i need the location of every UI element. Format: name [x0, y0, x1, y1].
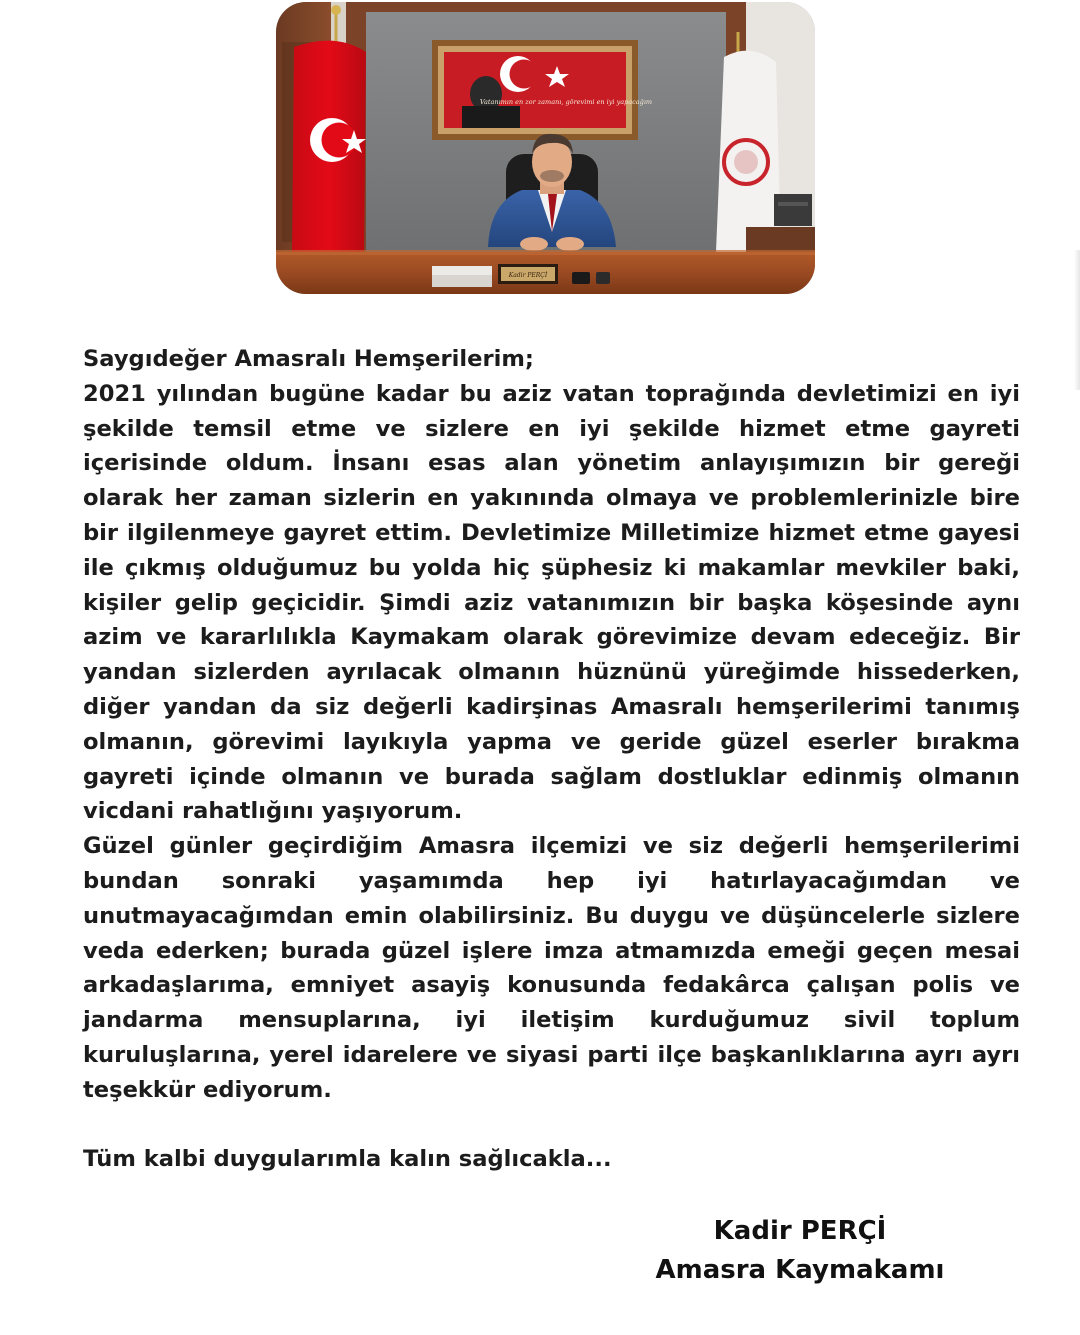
letter-paragraph-2: Güzel günler geçirdiğim Amasra ilçemizi ve siz değerli hemşerilerimi bundan sonraki yaşamımda hep iyi hatırlayacağımdan ve unutmayacağımdan emin olabilirsiniz. Bu duygu ve düşüncelerle sizlere veda ederken; burada güzel işlere imza atmamızda emeği geçen mesai arkadaşlarıma, emniyet asayiş konusunda fedakârca çalışan polis ve jandarma mensuplarına, iyi iletişim kurduğumuz sivil toplum kuruluşlarına, yerel idarelere ve siyasi parti ilçe başkanlıklarına ayrı ayrı teşekkür ediyorum. — [83, 833, 1020, 1103]
signature-block — [640, 1212, 960, 1290]
signature-title: Amasra Kaymakamı — [655, 1255, 945, 1285]
official-photo — [276, 2, 815, 294]
nameplate-text: Kadir PERÇİ — [508, 272, 548, 279]
farewell-letter — [83, 342, 1020, 1177]
letter-paragraph-1: 2021 yılından bugüne kadar bu aziz vatan toprağında devletimizi en iyi şekilde temsil etme ve sizlere en iyi şekilde hizmet etme gayreti içerisinde oldum. İnsanı esas alan yönetim anlayışımızın bir gereği olarak her zaman sizlerin en yakınında olmaya ve problemlerinizle bire bir ilgilenmeye gayret ettim. Devletimize Milletimize hizmet etme gayesi ile çıkmış olduğumuz bu yolda hiç şüphesiz ki makamlar mevkiler baki, kişiler gelip geçicidir. Şimdi aziz vatanımızın bir başka köşesinde aynı azim ve kararlılıkla Kaymakam olarak görevimize devam edeceğiz. Bir yandan sizlerden ayrılacak olmanın hüznünü yüreğimde hissederken, diğer yandan da siz değerli kadirşinas Amasralı hemşerilerimi tanımış olmanın, görevimi layıkıyla yapma ve geride güzel eserler bırakma gayreti içinde olmanın ve burada sağlam dostluklar edinmiş olmanın vicdani rahatlığını yaşıyorum. — [83, 380, 1020, 825]
portrait-caption: Vatanımın en zor zamanı, görevimi en iyi yapacağım — [479, 98, 653, 106]
signature-name: Kadir PERÇİ — [713, 1216, 887, 1246]
letter-closing: Tüm kalbi duygularımla kalın sağlıcakla... — [83, 1146, 612, 1173]
page-edge-shadow — [1074, 250, 1080, 390]
letter-salutation: Saygıdeğer Amasralı Hemşerilerim; — [83, 346, 534, 372]
